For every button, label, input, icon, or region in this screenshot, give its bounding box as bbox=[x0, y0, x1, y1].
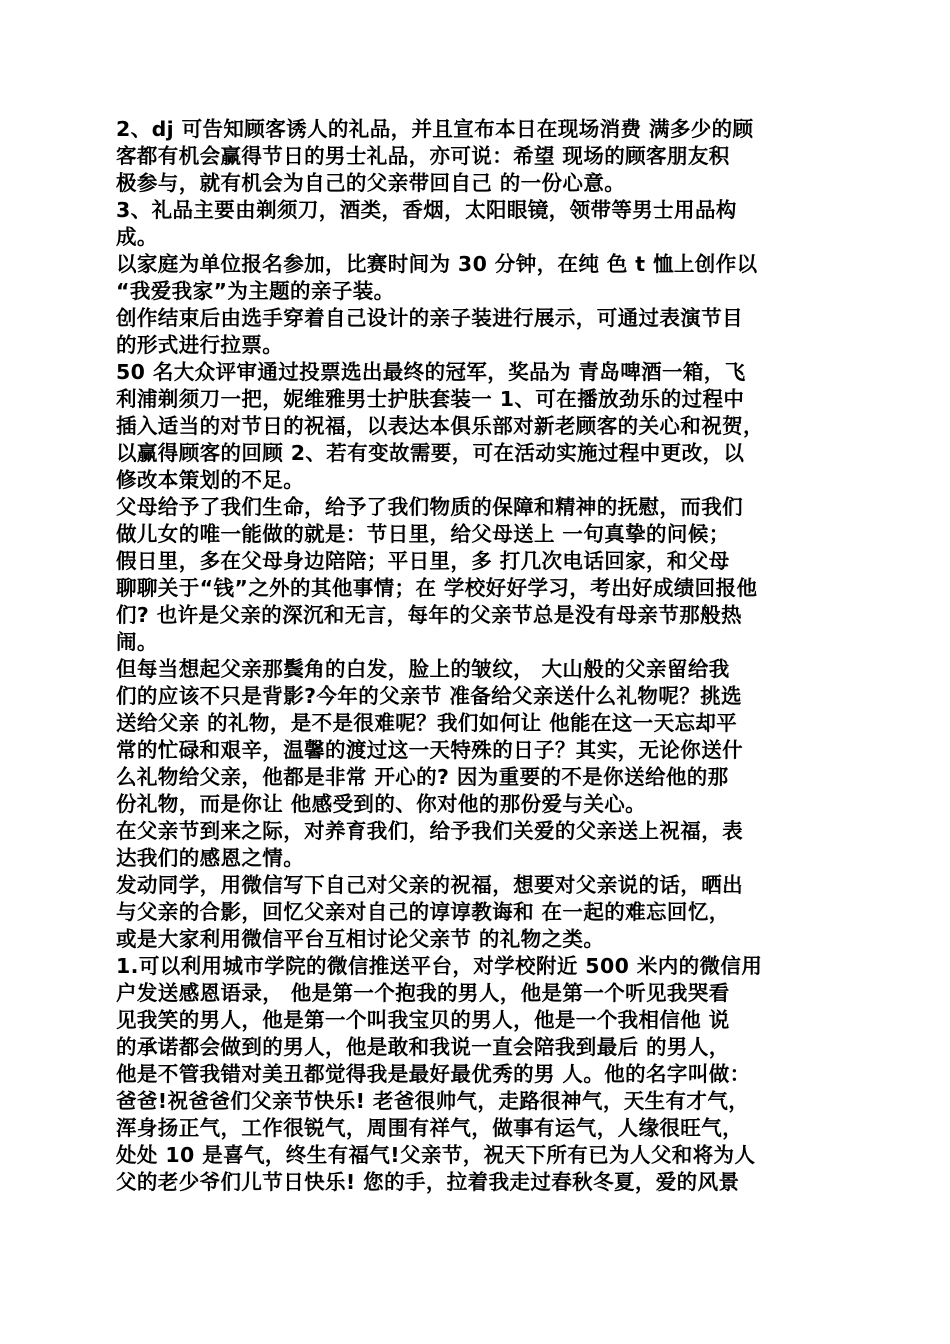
text-line: 处处 10 是喜气，终生有福气!父亲节，祝天下所有已为人父和将为人 bbox=[116, 1143, 756, 1167]
text-line: 送给父亲 的礼物，是不是很难呢？我们如何让 他能在这一天忘却平 bbox=[116, 711, 738, 735]
text-line: 以赢得顾客的回顾 2、若有变故需要，可在活动实施过程中更改，以 bbox=[116, 441, 745, 465]
text-line: 浑身扬正气，工作很锐气，周围有祥气，做事有运气，人缘很旺气， bbox=[116, 1116, 743, 1140]
text-line: “我爱我家”为主题的亲子装。 bbox=[116, 279, 395, 303]
text-line: 以家庭为单位报名参加，比赛时间为 30 分钟，在纯 色 t 恤上创作以 bbox=[116, 252, 758, 276]
text-line: 客都有机会赢得节日的男士礼品，亦可说：希望 现场的顾客朋友积 bbox=[116, 144, 730, 168]
text-line: 创作结束后由选手穿着自己设计的亲子装进行展示，可通过表演节目 bbox=[116, 306, 743, 330]
text-line: 达我们的感恩之情。 bbox=[116, 846, 305, 870]
text-line: 他是不管我错对美丑都觉得我是最好最优秀的男 人。他的名字叫做： bbox=[116, 1062, 751, 1086]
text-line: 父母给予了我们生命，给予了我们物质的保障和精神的抚慰，而我们 bbox=[116, 495, 743, 519]
text-line: 父的老少爷们儿节日快乐! 您的手，拉着我走过春秋冬夏，爱的风景 bbox=[116, 1170, 740, 1194]
text-line: 么礼物给父亲，他都是非常 开心的? 因为重要的不是你送给他的那 bbox=[116, 765, 729, 789]
text-line: 发动同学，用微信写下自己对父亲的祝福，想要对父亲说的话，晒出 bbox=[116, 873, 743, 897]
text-line: 们的应该不只是背影?今年的父亲节 准备给父亲送什么礼物呢？挑选 bbox=[116, 684, 742, 708]
paragraph bbox=[116, 656, 838, 818]
text-line: 在父亲节到来之际，对养育我们，给予我们关爱的父亲送上祝福，表 bbox=[116, 819, 743, 843]
paragraph bbox=[116, 872, 838, 953]
paragraph bbox=[116, 251, 838, 305]
text-line: 做儿女的唯一能做的就是：节日里，给父母送上 一句真挚的问候； bbox=[116, 522, 730, 546]
text-line: 户发送感恩语录， 他是第一个抱我的男人，他是第一个听见我哭看 bbox=[116, 981, 730, 1005]
paragraph bbox=[116, 953, 838, 1196]
text-line: 插入适当的对节日的祝福，以表达本俱乐部对新老顾客的关心和祝贺， bbox=[116, 414, 764, 438]
text-line: 50 名大众评审通过投票选出最终的冠军，奖品为 青岛啤酒一箱，飞 bbox=[116, 360, 746, 384]
text-line: 的承诺都会做到的男人，他是敢和我说一直会陪我到最后 的男人， bbox=[116, 1035, 730, 1059]
text-line: 极参与，就有机会为自己的父亲带回自己 的一份心意。 bbox=[116, 171, 626, 195]
text-line: 1.可以利用城市学院的微信推送平台，对学校附近 500 米内的微信用 bbox=[116, 954, 763, 978]
text-line: 份礼物，而是你让 他感受到的、你对他的那份爱与关心。 bbox=[116, 792, 647, 816]
paragraph bbox=[116, 494, 838, 656]
text-line: 修改本策划的不足。 bbox=[116, 468, 305, 492]
document-body bbox=[116, 116, 838, 1196]
text-line: 利浦剃须刀一把，妮维雅男士护肤套装一 1、可在播放劲乐的过程中 bbox=[116, 387, 745, 411]
paragraph bbox=[116, 818, 838, 872]
text-line: 3、礼品主要由剃须刀，酒类，香烟，太阳眼镜，领带等男士用品构 bbox=[116, 198, 737, 222]
text-line: 成。 bbox=[116, 225, 158, 249]
text-line: 常的忙碌和艰辛，温馨的渡过这一天特殊的日子？其实，无论你送什 bbox=[116, 738, 743, 762]
text-line: 2、dj 可告知顾客诱人的礼品，并且宣布本日在现场消费 满多少的顾 bbox=[116, 117, 754, 141]
text-line: 聊聊关于“钱”之外的其他事情；在 学校好好学习，考出好成绩回报他 bbox=[116, 576, 758, 600]
text-line: 但每当想起父亲那鬓角的白发，脸上的皱纹， 大山般的父亲留给我 bbox=[116, 657, 730, 681]
text-line: 假日里，多在父母身边陪陪；平日里，多 打几次电话回家，和父母 bbox=[116, 549, 730, 573]
text-line: 或是大家利用微信平台互相讨论父亲节 的礼物之类。 bbox=[116, 927, 605, 951]
text-line: 爸爸!祝爸爸们父亲节快乐! 老爸很帅气，走路很神气，天生有才气， bbox=[116, 1089, 750, 1113]
paragraph bbox=[116, 197, 838, 251]
text-line: 见我笑的男人，他是第一个叫我宝贝的男人，他是一个我相信他 说 bbox=[116, 1008, 730, 1032]
text-line: 们? 也许是父亲的深沉和无言，每年的父亲节总是没有母亲节那般热 bbox=[116, 603, 742, 627]
paragraph bbox=[116, 359, 838, 494]
text-line: 闹。 bbox=[116, 630, 158, 654]
text-line: 与父亲的合影，回忆父亲对自己的谆谆教诲和 在一起的难忘回忆， bbox=[116, 900, 730, 924]
paragraph bbox=[116, 116, 838, 197]
paragraph bbox=[116, 305, 838, 359]
text-line: 的形式进行拉票。 bbox=[116, 333, 284, 357]
